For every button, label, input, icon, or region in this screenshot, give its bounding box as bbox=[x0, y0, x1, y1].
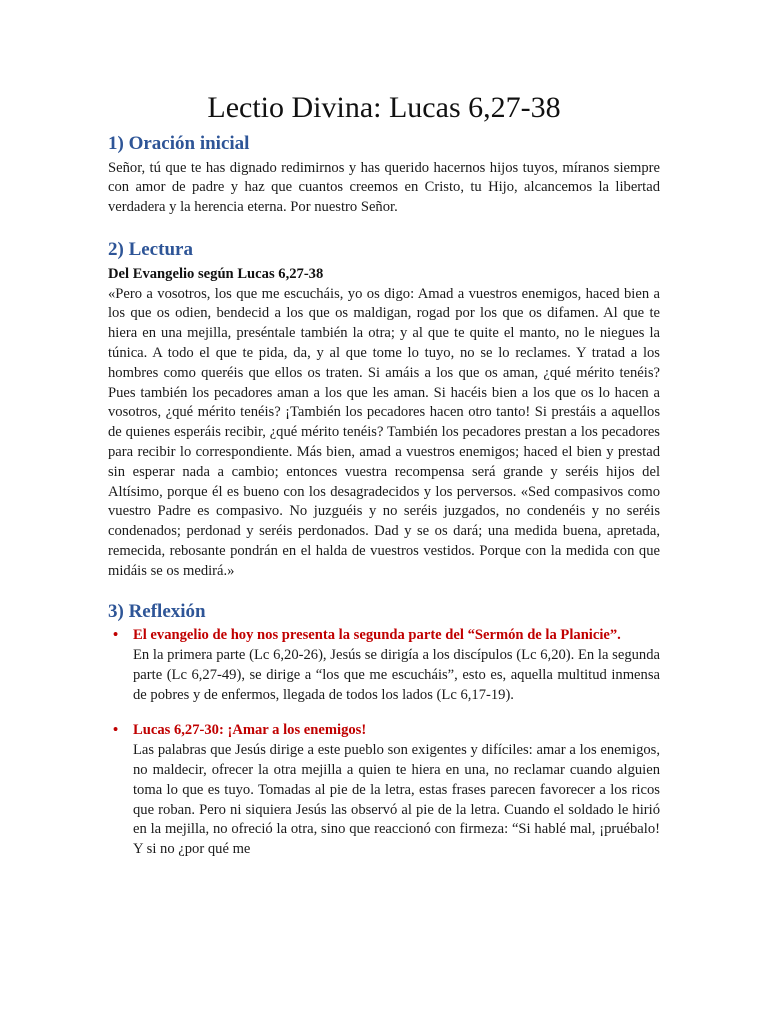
section-heading-reflexion: 3) Reflexión bbox=[108, 600, 206, 622]
section-heading-oracion: 1) Oración inicial bbox=[108, 133, 250, 154]
reflection-point-text: En la primera parte (Lc 6,20-26), Jesús se dirigía a los discípulos (Lc 6,20). En la segunda parte (Lc 6,27-49), se dirige a “los que me escucháis”, esto es, aquella multitud inmensa de pobres y de enfermos, llegada de todos los lados (Lc 6,17-19). bbox=[133, 647, 660, 703]
lectura-text: «Pero a vosotros, los que me escucháis, yo os digo: Amad a vuestros enemigos, haced bien a los que os odien, bendecid a los que os maldigan, rogad por los que os difamen. Al que te hiera en una mejilla, preséntale también la otra; y al que te quite el manto, no le niegues la túnica. A todo el que te pida, da, y al que tome lo tuyo, no se lo reclames. Y tratad a los hombres como queréis que ellos os traten. Si amáis a los que os aman, ¿qué mérito tenéis? Pues también los pecadores aman a los que les aman. Si hacéis bien a los que os lo hacen a vosotros, ¿qué mérito tenéis? ¡También los pecadores hacen otro tanto! Si prestáis a aquellos de quienes esperáis recibir, ¿qué mérito tenéis? También los pecadores prestan a los pecadores para recibir lo correspondiente. Más bien, amad a vuestros enemigos; haced el bien y prestad sin esperar nada a cambio; entonces vuestra recompensa será grande y seréis hijos del Altísimo, porque él es bueno con los desagradecidos y los perversos. «Sed compasivos como vuestro Padre es compasivo. No juzguéis y no seréis juzgados, no condenéis y no seréis condenados; perdonad y seréis perdonados. Dad y se os dará; una medida buena, apretada, remecida, rebosante pondrán en el halda de vuestros vestidos. Porque con la medida con que midáis se os medirá.» bbox=[108, 285, 660, 579]
reflection-list bbox=[108, 626, 660, 860]
bullet-marker: • bbox=[113, 722, 119, 739]
spacer bbox=[108, 705, 660, 721]
section-oracion-inicial bbox=[108, 132, 660, 218]
lectura-subheading: Del Evangelio según Lucas 6,27-38 bbox=[108, 265, 324, 282]
section-lectura bbox=[108, 238, 660, 581]
spacer bbox=[108, 218, 660, 238]
document-title: Lectio Divina: Lucas 6,27-38 bbox=[207, 91, 561, 124]
reflection-item bbox=[108, 721, 660, 860]
reflection-point-title: El evangelio de hoy nos presenta la segunda parte del “Sermón de la Planicie”. bbox=[133, 627, 621, 644]
reflection-point-title: Lucas 6,27-30: ¡Amar a los enemigos! bbox=[133, 722, 367, 739]
section-heading-lectura: 2) Lectura bbox=[108, 239, 193, 261]
bullet-marker: • bbox=[113, 627, 119, 644]
reflection-point-text: Las palabras que Jesús dirige a este pueblo son exigentes y difíciles: amar a los enemigos, no maldecir, ofrecer la otra mejilla a quien te hiera en una, no reclamar cuando alguien toma lo que es tuyo. Tomadas al pie de la letra, estas frases parecen favorecer a los ricos que roban. Pero ni siquiera Jesús las observó al pie de la letra. Cuando el soldado le hirió en la mejilla, no ofreció la otra, sino que reaccionó con firmeza: “Si hablé mal, ¡pruébalo! Y si no ¿por qué me bbox=[133, 742, 660, 858]
section-reflexion bbox=[108, 600, 660, 860]
spacer bbox=[108, 582, 660, 600]
reflection-item bbox=[108, 626, 660, 705]
oracion-text: Señor, tú que te has dignado redimirnos y has querido hacernos hijos tuyos, míranos siempre con amor de padre y haz que cuantos creemos en Cristo, tu Hijo, alcancemos la libertad verdadera y la herencia eterna. Por nuestro Señor. bbox=[108, 159, 660, 216]
